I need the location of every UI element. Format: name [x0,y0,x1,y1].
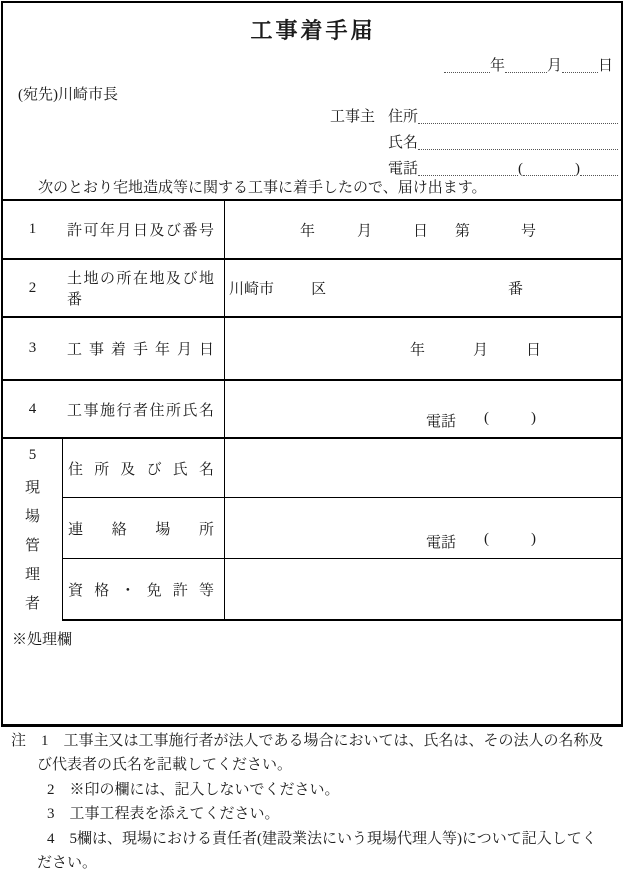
month-label: 月 [357,223,373,239]
row-label-cell [3,260,225,316]
row-label: 工事着手年月日 [67,342,214,358]
row-value-cell [225,318,621,379]
processing-cell [3,621,621,725]
declaration-text: 次のとおり宅地造成等に関する工事に着手したので、届け出ます。 [38,180,487,196]
year-label: 年 [300,223,316,239]
phone-label: 電話 [426,414,457,430]
table-row-site-manager-group [3,439,621,621]
lot-number-label: 番 [508,281,524,298]
phone-paren-close: ) [531,531,537,547]
row-number: 1 [28,221,37,237]
client-section [330,100,618,178]
form-table [1,199,623,727]
table-row-contractor [3,381,621,439]
phone-paren-close: ) [575,161,581,177]
note-line: 4 5欄は、現場における責任者(建設業法にいう現場代理人等)について記入してく [47,830,597,847]
notes-section [0,729,626,869]
group-vertical-label: 現場管理者 [24,480,40,612]
phone-entry [426,410,536,431]
subrow-label-cell [63,559,225,619]
row-value-cell [225,201,621,258]
phone-blank-line [580,172,618,176]
name-blank-line [418,146,618,150]
client-label: 工事主 [330,109,376,125]
submission-date-line [444,56,613,75]
subrow-value-cell [225,439,621,497]
ward-label: 区 [311,281,327,298]
subrow-label: 連絡場所 [68,521,214,538]
row-number: 4 [28,400,37,417]
row-value-cell [225,381,621,437]
row-label: 土地の所在地及び地番 [67,271,214,308]
table-row-permit [3,201,621,260]
date-month-blank [505,69,547,73]
date-year-blank [444,69,490,73]
subrow-qualification [63,559,621,621]
group-subrows [63,439,621,621]
day-label: 日 [413,223,429,239]
row-value-cell [225,260,621,316]
year-label: 年 [489,58,505,74]
subrow-label: 資格・免許等 [68,582,214,599]
form-title: 工事着手届 [250,18,376,43]
day-label: 日 [597,58,613,74]
table-row-start-date [3,318,621,381]
client-name-line [330,126,618,152]
row-number: 3 [28,340,37,356]
row-label-cell [3,201,225,258]
address-blank-line [418,120,618,124]
number-suffix-label: 号 [521,223,537,239]
table-row-location [3,260,621,318]
phone-entry [426,531,536,552]
month-label: 月 [473,342,489,358]
phone-paren-open: ( [518,161,524,177]
subrow-value-cell [225,559,621,619]
group-number-strip [3,439,63,621]
phone-paren-close: ) [531,410,537,426]
client-address-line [330,100,618,126]
row-label: 工事施行者住所氏名 [67,402,214,419]
addressee: (宛先)川崎市長 [18,87,118,103]
date-day-blank [562,69,598,73]
subrow-value-cell [225,498,621,558]
phone-paren-open: ( [484,531,490,547]
day-label: 日 [526,342,542,358]
name-label: 氏名 [388,135,419,151]
month-label: 月 [546,58,562,74]
row-label: 許可年月日及び番号 [67,223,214,239]
phone-blank-line [523,172,575,176]
phone-paren-open: ( [484,410,490,426]
number-prefix-label: 第 [455,223,471,239]
phone-label: 電話 [426,535,457,551]
subrow-address-name [63,439,621,498]
address-label: 住所 [388,109,419,125]
city-label: 川崎市 [229,281,275,298]
subrow-label-cell [63,439,225,497]
row-number: 5 [28,447,37,463]
row-label-cell [3,381,225,437]
subrow-contact-place [63,498,621,559]
subrow-label: 住所及び氏名 [68,461,214,478]
client-phone-line [330,152,618,178]
note-line: ださい。 [37,855,98,869]
note-line: 注 1 工事主又は工事施行者が法人である場合においては、氏名は、その法人の名称及 [11,733,604,749]
note-line: 3 工事工程表を添えてください。 [47,806,280,823]
row-number: 2 [28,279,37,296]
phone-label: 電話 [388,161,419,177]
year-label: 年 [410,342,426,358]
subrow-label-cell [63,498,225,558]
note-line: び代表者の氏名を記載してください。 [37,757,293,774]
row-label-cell [3,318,225,379]
processing-label: ※処理欄 [12,632,73,648]
note-line: 2 ※印の欄には、記入しないでください。 [47,781,340,798]
